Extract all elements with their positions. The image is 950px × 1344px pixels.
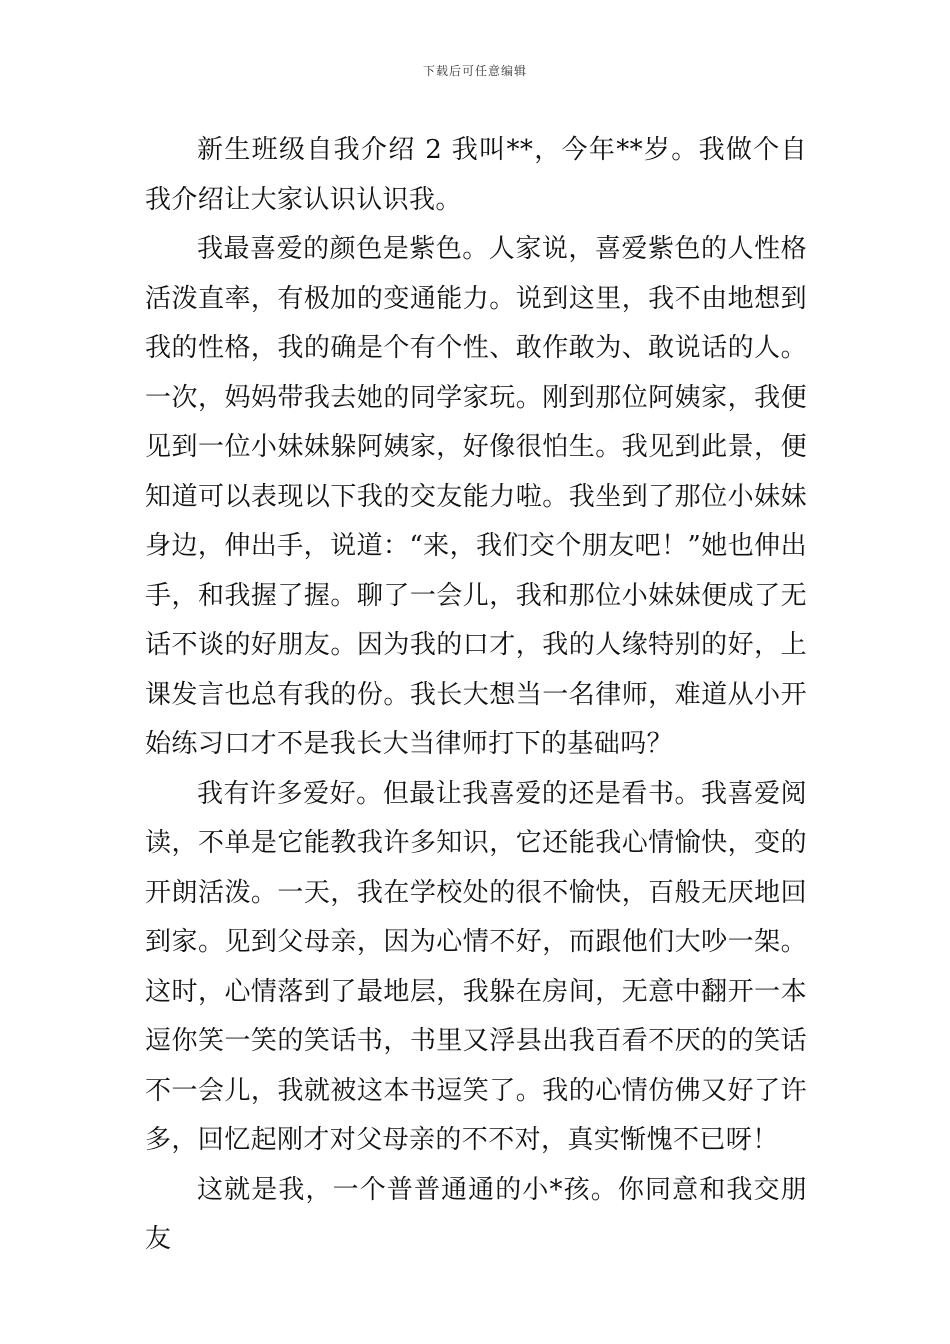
- paragraph-intro: 新生班级自我介绍 2 我叫**，今年**岁。我做个自我介绍让大家认识认识我。: [145, 135, 807, 215]
- page-header: 下载后可任意编辑: [422, 64, 527, 78]
- paragraph-closing: 这就是我，一个普普通通的小*孩。你同意和我交朋友: [145, 1174, 807, 1254]
- document-body: [145, 126, 807, 1265]
- paragraph-purple: 我最喜爱的颜色是紫色。人家说，喜爱紫色的人性格活泼直率，有极加的变通能力。说到这里，我不由地想到我的性格，我的确是个有个性、敢作敢为、敢说话的人。一次，妈妈带我去她的同学家玩。刚到那位阿姨家，我便见到一位小妹妹躲阿姨家，好像很怕生。我见到此景，便知道可以表现以下我的交友能力啦。我坐到了那位小妹妹身边，伸出手，说道：“来，我们交个朋友吧！”她也伸出手，和我握了握。聊了一会儿，我和那位小妹妹便成了无话不谈的好朋友。因为我的口才，我的人缘特别的好，上课发言也总有我的份。我长大想当一名律师，难道从小开始练习口才不是我长大当律师打下的基础吗？: [145, 234, 807, 759]
- paragraph-reading: 我有许多爱好。但最让我喜爱的还是看书。我喜爱阅读，不单是它能教我许多知识，它还能我心情愉快，变的开朗活泼。一天，我在学校处的很不愉快，百般无厌地回到家。见到父母亲，因为心情不好，而跟他们大吵一架。这时，心情落到了最地层，我躲在房间，无意中翻开一本逗你笑一笑的笑话书，书里又浮县出我百看不厌的的笑话不一会儿，我就被这本书逗笑了。我的心情仿佛又好了许多，回忆起刚才对父母亲的不不对，真实惭愧不已呀！: [145, 778, 807, 1155]
